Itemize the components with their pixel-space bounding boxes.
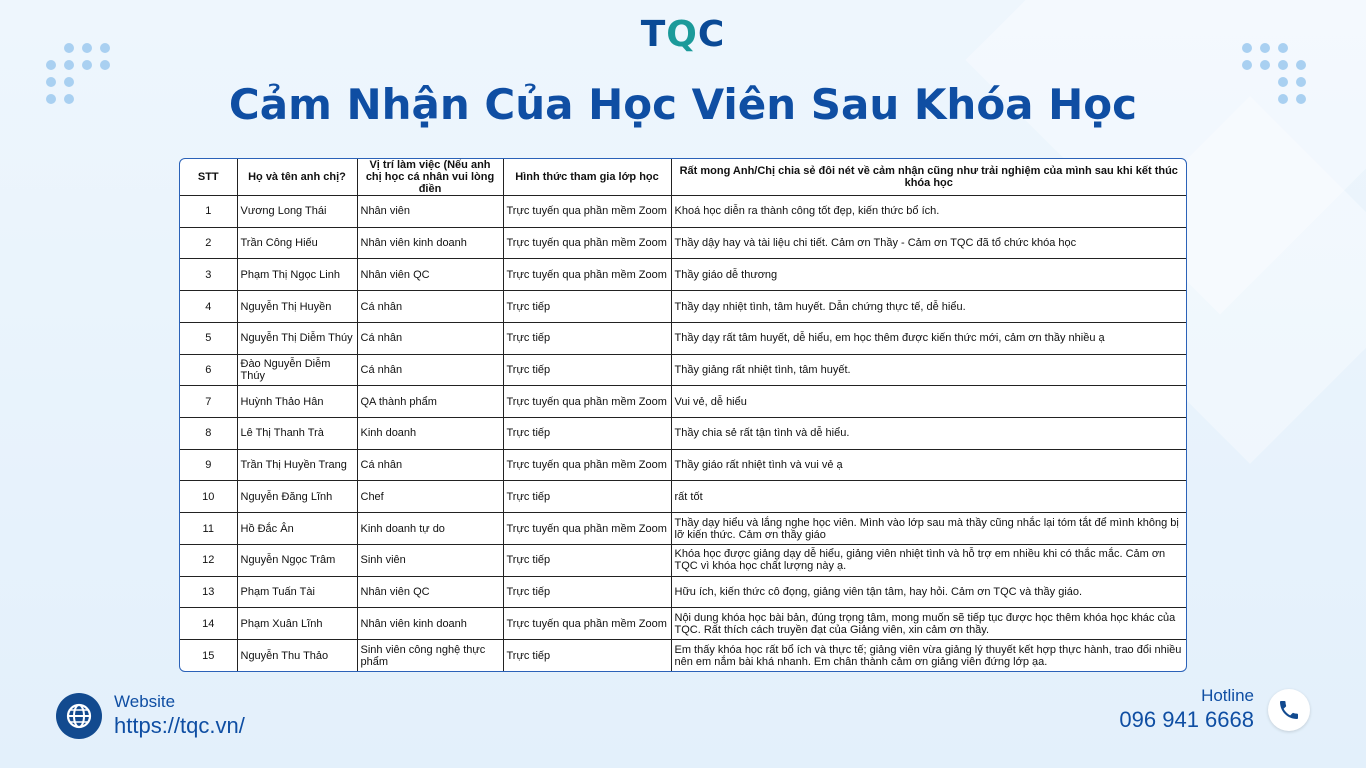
website-block <box>56 692 245 740</box>
table-row <box>180 640 1186 671</box>
cell-name: Phạm Tuấn Tài <box>237 576 357 608</box>
cell-feedback: Em thấy khóa học rất bổ ích và thực tế; giảng viên vừa giảng lý thuyết kết hợp thực hành, trao đổi nhiều nên em nắm bài khá nhanh. Em chân thành cảm ơn giảng viên đứng lớp ạa. <box>671 640 1186 671</box>
cell-feedback: Thầy giáo dễ thương <box>671 259 1186 291</box>
table-row <box>180 418 1186 450</box>
cell-name: Nguyễn Thị Diễm Thúy <box>237 322 357 354</box>
header-name: Họ và tên anh chị? <box>237 159 357 196</box>
hotline-number[interactable]: 096 941 6668 <box>1119 707 1254 732</box>
cell-position: Chef <box>357 481 503 513</box>
cell-stt: 8 <box>180 418 237 450</box>
cell-position: Sinh viên công nghệ thực phẩm <box>357 640 503 671</box>
cell-format: Trực tiếp <box>503 354 671 386</box>
cell-feedback: Thầy chia sẻ rất tận tình và dễ hiểu. <box>671 418 1186 450</box>
cell-name: Nguyễn Thị Huyền <box>237 291 357 323</box>
cell-feedback: Thầy giáo rất nhiệt tình và vui vẻ ạ <box>671 449 1186 481</box>
cell-format: Trực tuyến qua phần mềm Zoom <box>503 608 671 640</box>
cell-feedback: Thầy dậy hay và tài liệu chi tiết. Cảm ơn Thầy - Cảm ơn TQC đã tổ chức khóa học <box>671 227 1186 259</box>
table-row <box>180 354 1186 386</box>
cell-feedback: rất tốt <box>671 481 1186 513</box>
cell-name: Nguyễn Đăng Lĩnh <box>237 481 357 513</box>
cell-feedback: Thầy dạy rất tâm huyết, dễ hiểu, em học thêm được kiến thức mới, cảm ơn thầy nhiều ạ <box>671 322 1186 354</box>
cell-feedback: Hữu ích, kiến thức cô đọng, giảng viên tận tâm, hay hỏi. Cảm ơn TQC và thầy giáo. <box>671 576 1186 608</box>
cell-stt: 15 <box>180 640 237 671</box>
cell-feedback: Khoá học diễn ra thành công tốt đẹp, kiến thức bổ ích. <box>671 196 1186 228</box>
cell-stt: 4 <box>180 291 237 323</box>
cell-stt: 7 <box>180 386 237 418</box>
cell-feedback: Nội dung khóa học bài bản, đúng trọng tâm, mong muốn sẽ tiếp tục được học thêm khóa học khác của TQC. Rất thích cách truyền đạt của Giảng viên, xin cảm ơn thầy. <box>671 608 1186 640</box>
cell-stt: 6 <box>180 354 237 386</box>
cell-name: Trần Công Hiếu <box>237 227 357 259</box>
cell-stt: 5 <box>180 322 237 354</box>
cell-name: Huỳnh Thảo Hân <box>237 386 357 418</box>
cell-position: Nhân viên <box>357 196 503 228</box>
cell-position: Sinh viên <box>357 544 503 576</box>
cell-name: Nguyễn Thu Thảo <box>237 640 357 671</box>
cell-format: Trực tiếp <box>503 544 671 576</box>
table-row <box>180 544 1186 576</box>
cell-name: Nguyễn Ngọc Trâm <box>237 544 357 576</box>
hotline-block <box>1119 686 1310 734</box>
cell-stt: 2 <box>180 227 237 259</box>
cell-feedback: Khóa học được giảng dạy dễ hiểu, giảng viên nhiệt tình và hỗ trợ em nhiều khi có thắc mắc. Cảm ơn TQC vì khóa học chất lượng này ạ. <box>671 544 1186 576</box>
table-row <box>180 513 1186 545</box>
globe-icon <box>56 693 102 739</box>
cell-stt: 11 <box>180 513 237 545</box>
cell-name: Đào Nguyễn Diễm Thúy <box>237 354 357 386</box>
table-row <box>180 481 1186 513</box>
cell-format: Trực tiếp <box>503 481 671 513</box>
table-row <box>180 259 1186 291</box>
cell-name: Phạm Thị Ngọc Linh <box>237 259 357 291</box>
cell-position: Nhân viên QC <box>357 259 503 291</box>
cell-stt: 12 <box>180 544 237 576</box>
cell-stt: 14 <box>180 608 237 640</box>
table-row <box>180 196 1186 228</box>
header-feedback: Rất mong Anh/Chị chia sẻ đôi nét về cảm nhận cũng như trải nghiệm của mình sau khi kết thúc khóa học <box>671 159 1186 196</box>
cell-position: Nhân viên kinh doanh <box>357 608 503 640</box>
table-header-row <box>180 159 1186 196</box>
cell-name: Vương Long Thái <box>237 196 357 228</box>
cell-position: Cá nhân <box>357 449 503 481</box>
cell-stt: 10 <box>180 481 237 513</box>
cell-position: Kinh doanh <box>357 418 503 450</box>
table-row <box>180 386 1186 418</box>
cell-format: Trực tiếp <box>503 576 671 608</box>
cell-stt: 3 <box>180 259 237 291</box>
cell-position: Cá nhân <box>357 322 503 354</box>
cell-stt: 9 <box>180 449 237 481</box>
cell-format: Trực tuyến qua phần mềm Zoom <box>503 449 671 481</box>
table-row <box>180 322 1186 354</box>
cell-format: Trực tuyến qua phần mềm Zoom <box>503 386 671 418</box>
table-row <box>180 291 1186 323</box>
cell-feedback: Thầy giảng rất nhiệt tình, tâm huyết. <box>671 354 1186 386</box>
cell-format: Trực tiếp <box>503 291 671 323</box>
header-stt: STT <box>180 159 237 196</box>
header-position: Vị trí làm việc (Nếu anh chị học cá nhân vui lòng điền <box>357 159 503 196</box>
cell-name: Phạm Xuân Lĩnh <box>237 608 357 640</box>
tqc-logo: TQC <box>640 14 726 55</box>
hotline-label: Hotline <box>1201 686 1254 705</box>
cell-format: Trực tiếp <box>503 322 671 354</box>
cell-stt: 13 <box>180 576 237 608</box>
cell-format: Trực tiếp <box>503 640 671 671</box>
cell-name: Trần Thị Huyền Trang <box>237 449 357 481</box>
cell-stt: 1 <box>180 196 237 228</box>
cell-name: Lê Thị Thanh Trà <box>237 418 357 450</box>
header-format: Hình thức tham gia lớp học <box>503 159 671 196</box>
cell-format: Trực tuyến qua phần mềm Zoom <box>503 259 671 291</box>
table-row <box>180 227 1186 259</box>
cell-position: Cá nhân <box>357 291 503 323</box>
page-title: Cảm Nhận Của Học Viên Sau Khóa Học <box>228 80 1138 129</box>
cell-position: Cá nhân <box>357 354 503 386</box>
table-row <box>180 576 1186 608</box>
cell-position: Nhân viên QC <box>357 576 503 608</box>
cell-feedback: Thầy dạy hiểu và lắng nghe học viên. Mình vào lớp sau mà thầy cũng nhắc lại tóm tắt để mình không bị lỡ kiến thức. Cảm ơn thầy giáo <box>671 513 1186 545</box>
cell-format: Trực tuyến qua phần mềm Zoom <box>503 196 671 228</box>
table-row <box>180 608 1186 640</box>
website-label: Website <box>114 692 176 711</box>
cell-feedback: Vui vẻ, dễ hiểu <box>671 386 1186 418</box>
cell-position: Nhân viên kinh doanh <box>357 227 503 259</box>
cell-feedback: Thầy dạy nhiệt tình, tâm huyết. Dẫn chứng thực tế, dễ hiểu. <box>671 291 1186 323</box>
website-link[interactable]: https://tqc.vn/ <box>114 713 245 738</box>
cell-format: Trực tuyến qua phần mềm Zoom <box>503 513 671 545</box>
table-row <box>180 449 1186 481</box>
feedback-table <box>179 158 1187 672</box>
cell-position: QA thành phẩm <box>357 386 503 418</box>
phone-icon[interactable] <box>1268 689 1310 731</box>
cell-format: Trực tuyến qua phần mềm Zoom <box>503 227 671 259</box>
cell-name: Hồ Đắc Ân <box>237 513 357 545</box>
cell-format: Trực tiếp <box>503 418 671 450</box>
cell-position: Kinh doanh tự do <box>357 513 503 545</box>
